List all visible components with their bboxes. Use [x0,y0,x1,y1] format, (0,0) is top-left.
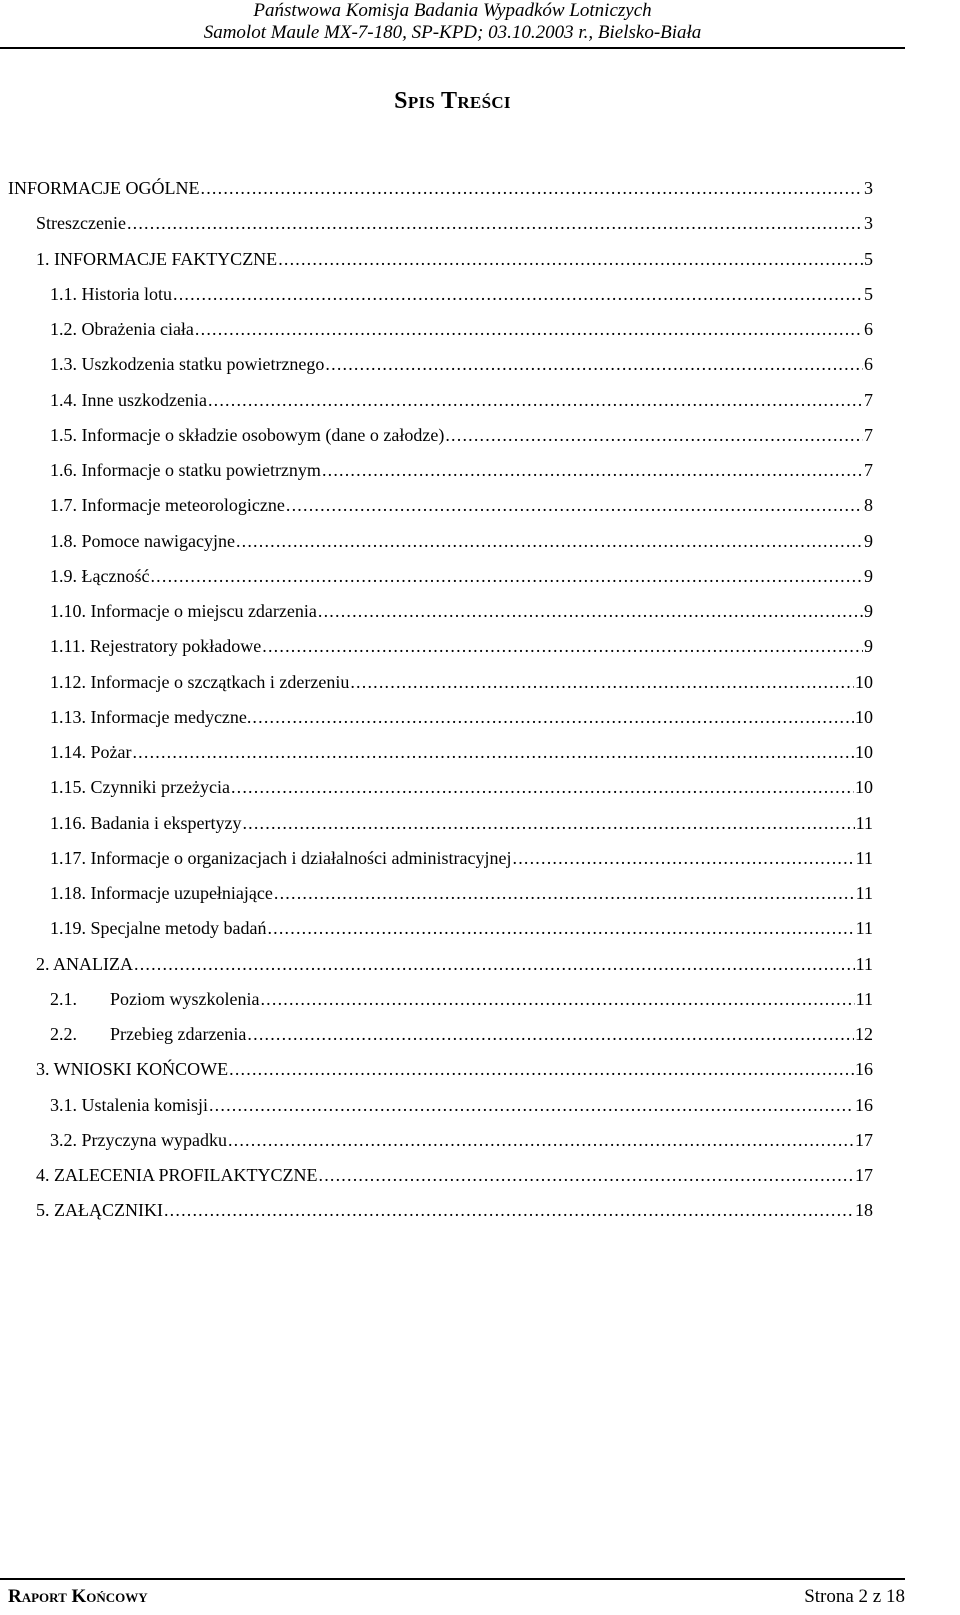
toc-entry[interactable] [50,526,873,556]
toc-entry[interactable] [50,737,873,767]
toc-leader-dots [322,455,863,485]
toc-page-number: 12 [855,1024,873,1044]
toc-page-number: 9 [864,531,873,551]
toc-entry-title [50,984,259,1014]
toc-entry[interactable] [50,490,873,520]
footer-report-title: Raport Końcowy [8,1586,148,1607]
toc-page-number: 10 [855,672,873,692]
toc-entry[interactable] [50,878,873,908]
toc-page-number: 8 [864,495,873,515]
toc-entry-title: 1.11. Rejestratory pokładowe [50,636,262,656]
toc-entry-title: 1.10. Informacje o miejscu zdarzenia [50,601,317,621]
toc-leader-dots [150,561,863,591]
toc-page-number: 6 [864,319,873,339]
toc-page-number: 16 [855,1095,873,1115]
toc-entry-title: 1.6. Informacje o statku powietrznym [50,460,321,480]
toc-entry-title: 1.17. Informacje o organizacjach i działalności administracyjnej [50,848,512,868]
toc-entry[interactable] [50,561,873,591]
toc-entry-title: 3.2. Przyczyna wypadku [50,1130,227,1150]
toc-entry[interactable] [50,420,873,450]
toc-leader-dots [236,526,863,556]
toc-entry-title: 1.5. Informacje o składzie osobowym (dane o załodze) [50,425,445,445]
toc-entry-title: 1.12. Informacje o szczątkach i zderzeniu [50,672,350,692]
toc-page-number: 16 [855,1059,873,1079]
toc-leader-dots [231,772,854,802]
header-case-reference: Samolot Maule MX-7-180, SP-KPD; 03.10.2003 r., Bielsko-Biała [203,22,702,43]
toc-leader-dots [325,349,863,379]
toc-entry-title: 3. WNIOSKI KOŃCOWE [36,1059,229,1079]
toc-leader-dots [134,949,855,979]
toc-entry[interactable] [50,349,873,379]
toc-entry-title: 1.14. Pożar [50,742,132,762]
toc-entry-label: Przebieg zdarzenia [110,1024,247,1044]
toc-entry[interactable] [50,455,873,485]
toc-entry-title: 1.18. Informacje uzupełniające [50,883,273,903]
toc-page-number: 9 [864,636,873,656]
toc-page-number: 5 [864,284,873,304]
toc-entry-title: 1.9. Łączność [50,566,150,586]
toc-page-number: 10 [855,742,873,762]
toc-entry-title: INFORMACJE OGÓLNE [8,178,200,198]
toc-page-number: 7 [864,460,873,480]
toc-leader-dots [132,737,854,767]
toc-entry-title: 1.19. Specjalne metody badań [50,918,267,938]
toc-leader-dots [318,596,863,626]
toc-entry[interactable] [50,314,873,344]
toc-entry[interactable] [36,244,873,274]
toc-entry-title: 1.13. Informacje medyczne. [50,707,252,727]
toc-leader-dots [173,279,863,309]
toc-leader-dots [262,631,863,661]
toc-leader-dots [286,490,863,520]
toc-entry[interactable] [36,1160,873,1190]
toc-page-number: 11 [855,813,873,833]
toc-entry[interactable] [50,1125,873,1155]
toc-entry[interactable] [8,173,873,203]
toc-entry[interactable] [36,1195,873,1225]
toc-entry-label: Poziom wyszkolenia [110,989,260,1009]
toc-page-number: 3 [864,213,873,233]
toc-entry-title: 1.2. Obrażenia ciała [50,319,194,339]
toc-leader-dots [260,984,854,1014]
toc-leader-dots [164,1195,854,1225]
toc-entry-title: 4. ZALECENIA PROFILAKTYCZNE [36,1165,318,1185]
toc-entry-title: 1.16. Badania i ekspertyzy [50,813,242,833]
footer-page-number: Strona 2 z 18 [804,1586,905,1607]
toc-entry-title: 1.4. Inne uszkodzenia [50,390,207,410]
toc-page-number: 11 [855,989,873,1009]
toc-entry[interactable] [50,984,873,1014]
toc-leader-dots [228,1125,854,1155]
toc-leader-dots [229,1054,854,1084]
toc-page-number: 3 [864,178,873,198]
toc-leader-dots [513,843,855,873]
toc-title: Spis Treści [394,88,511,114]
toc-page-number: 5 [864,249,873,269]
toc-entry[interactable] [50,913,873,943]
toc-entry-title: 1.3. Uszkodzenia statku powietrznego [50,354,325,374]
toc-page-number: 11 [855,883,873,903]
toc-leader-dots [319,1160,855,1190]
toc-entry[interactable] [50,1019,873,1049]
toc-page-number: 10 [855,777,873,797]
header-commission-name: Państwowa Komisja Badania Wypadków Lotniczych [253,0,652,21]
toc-entry-title: 1.15. Czynniki przeżycia [50,777,230,797]
toc-entry-title: 1.7. Informacje meteorologiczne [50,495,285,515]
toc-entry[interactable] [50,631,873,661]
toc-leader-dots [267,913,854,943]
toc-page-number: 9 [864,601,873,621]
toc-leader-dots [247,1019,854,1049]
toc-entry[interactable] [50,772,873,802]
toc-leader-dots [201,173,863,203]
toc-leader-dots [127,208,863,238]
toc-entry[interactable] [50,808,873,838]
toc-entry[interactable] [36,208,873,238]
toc-leader-dots [195,314,863,344]
toc-page-number: 17 [855,1130,873,1150]
toc-leader-dots [274,878,855,908]
toc-entry[interactable] [50,667,873,697]
toc-entry[interactable] [50,702,873,732]
toc-entry-title: 1. INFORMACJE FAKTYCZNE [36,249,278,269]
toc-leader-dots [445,420,863,450]
toc-entry-title: 1.1. Historia lotu [50,284,172,304]
toc-page-number: 7 [864,390,873,410]
toc-leader-dots [242,808,854,838]
toc-entry-number: 2.2. [50,1024,77,1044]
page-footer [0,1578,905,1615]
toc-entry[interactable] [50,385,873,415]
toc-page-number: 17 [855,1165,873,1185]
toc-entry[interactable] [50,843,873,873]
toc-leader-dots [278,244,863,274]
header-divider [0,47,905,49]
toc-page-number: 18 [855,1200,873,1220]
toc-entry[interactable] [50,1090,873,1120]
toc-entry-title: 3.1. Ustalenia komisji [50,1095,208,1115]
toc-page-number: 9 [864,566,873,586]
toc-entry[interactable] [36,1054,873,1084]
toc-entry-number: 2.1. [50,989,77,1009]
toc-entry-title: 1.8. Pomoce nawigacyjne [50,531,235,551]
toc-entry-title: 5. ZAŁĄCZNIKI [36,1200,163,1220]
toc-entry-title: Streszczenie [36,213,126,233]
toc-page-number: 11 [855,954,873,974]
toc-entry[interactable] [36,949,873,979]
toc-entry[interactable] [50,596,873,626]
toc-leader-dots [252,702,854,732]
toc-page-number: 11 [855,918,873,938]
toc-entry[interactable] [50,279,873,309]
toc-page-number: 6 [864,354,873,374]
toc-page-number: 7 [864,425,873,445]
toc-leader-dots [209,1090,854,1120]
toc-entry-title: 2. ANALIZA [36,954,133,974]
toc-page-number: 11 [855,848,873,868]
toc-leader-dots [350,667,854,697]
toc-leader-dots [208,385,863,415]
toc-page-number: 10 [855,707,873,727]
toc-entry-title [50,1019,246,1049]
